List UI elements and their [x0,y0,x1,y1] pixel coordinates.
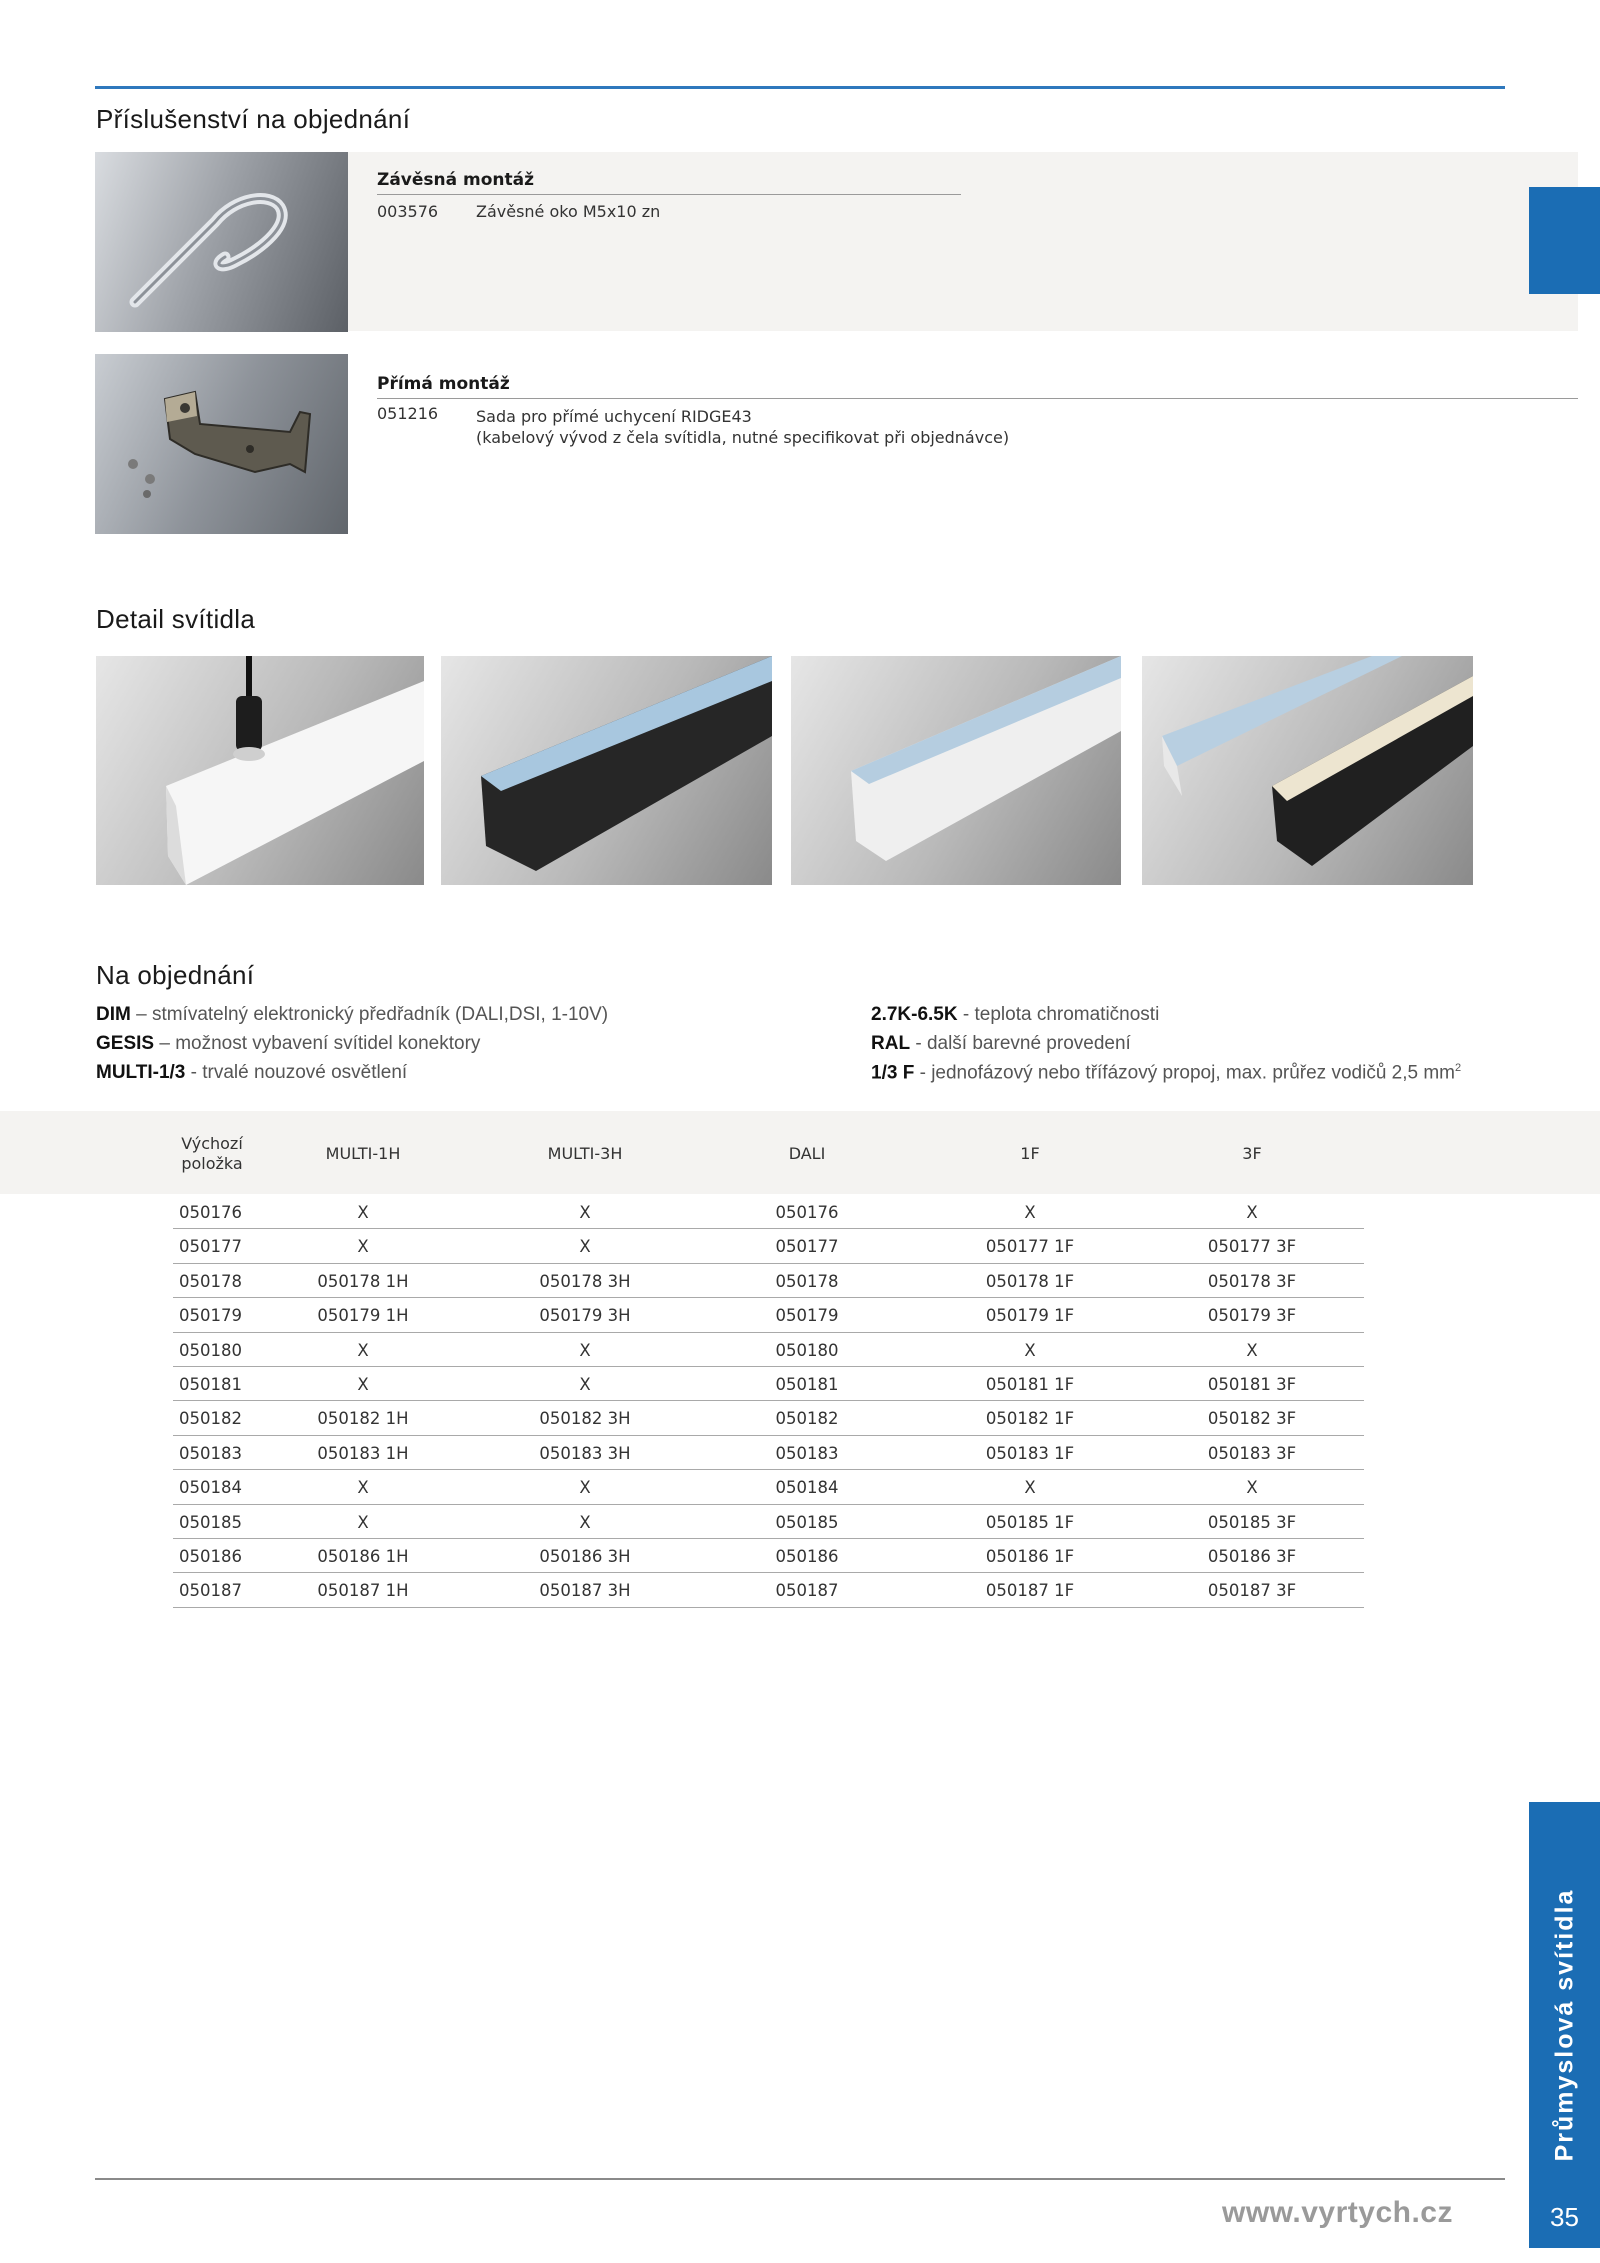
table-header: MULTI-1H [325,1144,401,1163]
accessory-code: 003576 [377,202,439,221]
accessory-heading-direct: Přímá montáž [377,374,510,394]
note-ral: RAL - další barevné provedení [871,1033,1131,1054]
table-cell: X [579,1512,591,1532]
accessory-divider [377,194,961,195]
table-row [173,1298,1364,1332]
table-cell: 050182 1H [317,1409,409,1429]
table-cell-default: 050187 [179,1581,242,1601]
detail-title: Detail svítidla [96,604,256,634]
table-row [173,1195,1364,1229]
table-cell: 050187 [775,1581,839,1601]
table-cell: 050183 1F [985,1443,1075,1463]
table-cell: X [579,1203,591,1222]
table-row [173,1539,1364,1573]
note-multi: MULTI-1/3 - trvalé nouzové osvětlení [96,1062,408,1083]
table-cell: 050185 1F [985,1512,1075,1532]
table-header: MULTI-3H [547,1144,623,1163]
detail-photo-pair [1142,656,1473,885]
table-cell: 050178 [775,1271,839,1291]
table-cell: 050184 [775,1478,839,1498]
table-cell-default: 050181 [179,1374,242,1394]
table-row [173,1470,1364,1504]
table-row [173,1436,1364,1470]
accessory-description: Sada pro přímé uchycení RIDGE43 [476,407,752,426]
table-row [173,1573,1364,1607]
table-cell: 050186 1H [317,1546,409,1566]
table-row [173,1333,1364,1367]
table-cell: 050186 1F [985,1546,1075,1566]
detail-photo-black [441,656,772,885]
table-cell: 050183 1H [317,1443,409,1463]
table-cell: 050187 1F [985,1581,1075,1601]
table-cell: 050179 3H [539,1306,631,1326]
table-cell: 050187 3H [539,1581,631,1601]
table-cell: X [357,1512,369,1532]
table-row [173,1264,1364,1298]
top-rule [95,86,1505,89]
table-cell: 050178 1H [317,1271,409,1291]
table-cell: 050185 [775,1512,839,1532]
table-cell: X [357,1203,369,1222]
table-cell: 050186 3H [539,1546,631,1566]
table-cell: 050177 3F [1207,1237,1297,1257]
table-cell-default: 050183 [179,1443,242,1463]
table-cell: 050181 1F [985,1374,1075,1394]
table-cell: 050179 1H [317,1306,409,1326]
table-cell: X [579,1237,591,1257]
table-cell: X [1246,1340,1258,1360]
table-cell: X [1024,1478,1036,1498]
table-row [173,1229,1364,1263]
order-title: Na objednání [96,960,255,990]
accessory-description: Závěsné oko M5x10 zn [476,202,661,221]
table-cell: 050176 [775,1203,839,1222]
table-cell: X [1024,1203,1036,1222]
table-cell: X [579,1340,591,1360]
white-led-luminaire-icon [791,656,1121,885]
table-cell: 050179 3F [1207,1306,1297,1326]
table-cell: 050179 1F [985,1306,1075,1326]
note-phase: 1/3 F - jednofázový nebo třífázový propoj, max. průřez vodičů 2,5 $mm^2$ [871,1062,1462,1084]
table-cell: 050182 [775,1409,839,1429]
table-cell: 050177 [775,1237,839,1257]
table-cell: X [1246,1203,1258,1222]
side-tab-marker [1529,187,1600,294]
table-header: DALI [788,1144,826,1163]
bottom-rule [95,2178,1505,2180]
table-cell: 050181 3F [1207,1374,1297,1394]
page-number: 35 [1550,2202,1579,2232]
table-cell: 050178 3H [539,1271,631,1291]
black-luminaire-icon [441,656,772,885]
table-cell: 050183 3H [539,1443,631,1463]
table-cell-default: 050180 [179,1340,242,1360]
table-cell: 050178 1F [985,1271,1075,1291]
table-header: 3F [1242,1144,1262,1163]
table-cell: 050182 3F [1207,1409,1297,1429]
table-cell: X [357,1374,369,1394]
table-cell: 050183 3F [1207,1443,1297,1463]
table-cell: 050177 1F [985,1237,1075,1257]
table-cell: 050186 [775,1546,839,1566]
table-cell: 050187 1H [317,1581,409,1601]
table-cell: X [1024,1340,1036,1360]
table-cell: 050183 [775,1443,839,1463]
table-cell-default: 050182 [179,1409,242,1429]
accessory-heading-hanging: Závěsná montáž [377,170,535,190]
table-row [173,1505,1364,1539]
detail-photo-white [791,656,1121,885]
table-cell: 050186 3F [1207,1546,1297,1566]
luminaire-pair-icon [1142,656,1473,885]
table-cell: 050181 [775,1374,839,1394]
table-cell: 050179 [775,1306,839,1326]
direct-mount-photo [95,354,348,534]
table-row [173,1367,1364,1401]
website-link[interactable]: www.vyrtych.cz [1222,2196,1453,2229]
note-dim: DIM – stmívatelný elektronický předřadník (DALI,DSI, 1-10V) [96,1004,609,1025]
table-header: 1F [1020,1144,1040,1163]
table-row [173,1401,1364,1435]
table-cell-default: 050185 [179,1512,242,1532]
table-cell-default: 050178 [179,1271,242,1291]
table-cell-default: 050186 [179,1546,242,1566]
table-header-default: Výchozí položka [181,1134,243,1173]
table-cell: X [579,1478,591,1498]
accessory-divider [377,398,1578,399]
table-cell: X [579,1374,591,1394]
accessory-code: 051216 [377,404,439,423]
table-cell-default: 050184 [179,1478,242,1498]
side-tab-label: Průmyslová svítidla [1550,1888,1579,2162]
table-cell: X [357,1237,369,1257]
white-luminaire-icon [96,656,424,885]
note-color-temp: 2.7K-6.5K - teplota chromatičnosti [871,1004,1160,1025]
table-cell-default: 050176 [179,1203,242,1222]
table-cell: X [357,1478,369,1498]
table-cell: 050180 [775,1340,839,1360]
accessories-title: Příslušenství na objednání [96,104,411,134]
table-cell-default: 050177 [179,1237,242,1257]
hanging-eye-photo [95,152,348,332]
table-cell: 050185 3F [1207,1512,1297,1532]
table-cell: 050187 3F [1207,1581,1297,1601]
mounting-bracket-icon [95,354,348,534]
note-gesis: GESIS – možnost vybavení svítidel konektory [96,1033,481,1054]
hanging-eye-icon [95,152,348,332]
accessory-description: (kabelový vývod z čela svítidla, nutné specifikovat při objednávce) [476,428,1010,447]
table-cell-default: 050179 [179,1306,242,1326]
table-cell: X [357,1340,369,1360]
table-cell: 050182 1F [985,1409,1075,1429]
detail-photo-cable [96,656,424,885]
table-cell: 050182 3H [539,1409,631,1429]
table-cell: 050178 3F [1207,1271,1297,1291]
variants-table [173,1195,1364,1608]
table-cell: X [1246,1478,1258,1498]
